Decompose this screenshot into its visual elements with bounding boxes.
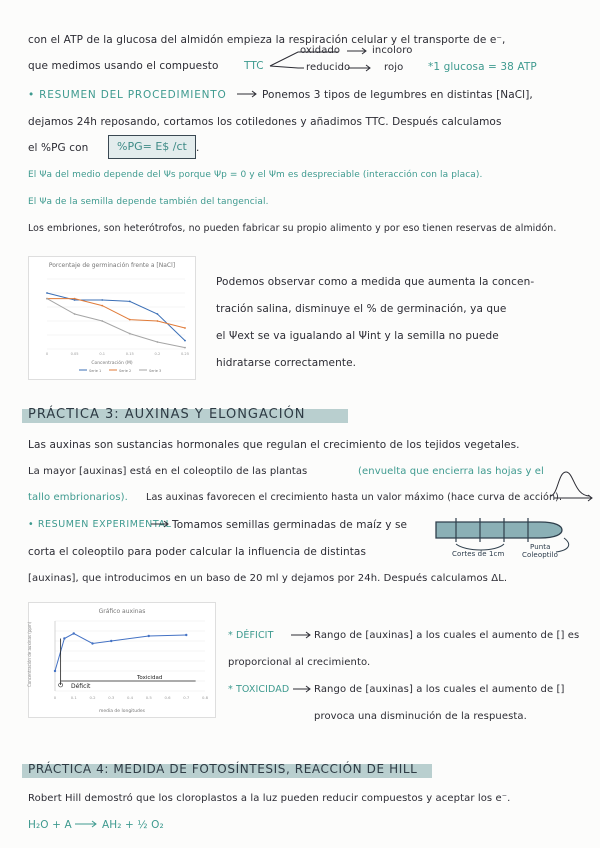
auxin-chart-title: Gráfico auxinas [98,608,146,615]
auxin-series-line [55,634,186,672]
x-tick-label: 0.4 [126,695,134,700]
p3-line-2a: La mayor [auxinas] está en el coleoptilo de las plantas [28,466,308,477]
p3-line-1: Las auxinas son sustancias hormonales que regulan el crecimiento de los tejidos vegetales. [28,439,520,451]
x-tick-label: 0.2 [154,352,161,356]
intro-line-2: que medimos usando el compuesto [28,60,219,72]
x-tick-label: 0.3 [108,695,115,700]
auxin-chart [28,602,216,718]
auxin-chart-xlabel: media de longitudes [98,709,146,714]
chart1-text-1: Podemos observar como a medida que aumenta la concen- [216,276,535,288]
x-tick-label: 0.6 [164,695,171,700]
label-cortes: Cortes de 1cm [452,550,505,558]
data-point [46,292,48,294]
curve-sketch [548,468,594,502]
x-tick-label: 0.1 [99,352,106,356]
experimental-line-1: Tomamos semillas germinadas de maíz y se [172,519,408,531]
data-point [129,319,131,321]
deficit-line-2: proporcional al crecimiento. [228,657,371,668]
x-tick-label: 0 [45,352,49,356]
p4-line-1: Robert Hill demostró que los cloroplastos a la luz pueden reducir compuestos y aceptar los e⁻. [28,793,511,804]
experimental-line-2: corta el coleoptilo para poder calcular la influencia de distintas [28,546,367,558]
toxicity-line-2: provoca una disminución de la respuesta. [314,711,527,722]
hill-eq-arrow [74,818,100,830]
oxidized-result: incoloro [372,45,413,56]
intro-line-1: con el ATP de la glucosa del almidón empieza la respiración celular y el transporte de e⁻, [28,34,506,46]
procedure-arrow [236,88,260,100]
germination-chart-xlabel: Concentración (M) [91,361,133,366]
chart1-text-4: hidratarse correctamente. [216,357,357,369]
x-tick-label: 0.15 [125,352,134,356]
data-point [91,642,93,644]
experimental-arrow [150,518,172,530]
data-point [184,347,186,349]
teal-note-1: El Ψa del medio depende del Ψs porque Ψp = 0 y el Ψm es despreciable (interacción con la placa). [28,170,483,180]
germination-chart-title: Porcentaje de germinación frente a [NaCl] [48,262,176,269]
ttc-label: TTC [244,60,264,72]
auxin-chart-ylabel: Concentración de auxinas (ppm) [27,621,32,687]
data-point [157,313,159,315]
deficit-line-1: Rango de [auxinas] a los cuales el aumento de [] es [314,630,580,641]
x-tick-label: 0.5 [145,695,152,700]
procedure-line-2: dejamos 24h reposando, cortamos los cotiledones y añadimos TTC. Después calculamos [28,116,502,128]
legend-label: Serie 2 [119,369,132,373]
label-coleoptilo: Coleoptilo [522,551,559,559]
x-tick-label: 0.05 [70,352,79,356]
data-point [184,327,186,329]
auxin-chart-ylabel-wrap [27,621,37,687]
data-point [74,313,76,315]
legend-label: Serie 1 [89,369,102,373]
hill-eq-left: H₂O + A [28,819,72,831]
data-point [148,635,150,637]
data-point [73,632,75,634]
data-point [54,670,56,672]
reduced-result: rojo [384,62,404,73]
p4-title: PRÁCTICA 4: MEDIDA DE FOTOSÍNTESIS, REACCIÓN DE HILL [28,762,418,776]
x-tick-label: 0.25 [180,352,190,356]
toxicity-line-1: Rango de [auxinas] a los cuales el aumento de [] [314,684,565,695]
data-point [129,301,131,303]
procedure-line-1: Ponemos 3 tipos de legumbres en distintas [NaCl], [262,89,533,101]
p3-line-2b: (envuelta que encierra las hojas y el [358,466,544,477]
oxidized-arrow [346,46,370,56]
data-point [63,637,65,639]
data-point [185,634,187,636]
experimental-heading: • RESUMEN EXPERIMENTAL [28,519,172,530]
experimental-line-3: [auxinas], que introducimos en un baso de 20 ml y dejamos por 24h. Después calculamos ΔL. [28,573,508,584]
deficit-heading: * DÉFICIT [228,630,274,641]
germination-chart [28,256,196,380]
data-point [184,340,186,342]
data-point [157,320,159,322]
x-tick-label: 0 [53,695,57,700]
x-tick-label: 0.7 [183,695,190,700]
atp-note: *1 glucosa = 38 ATP [428,61,537,73]
data-point [101,305,103,307]
data-point [129,333,131,335]
chart1-text-2: tración salina, disminuye el % de germinación, ya que [216,303,507,315]
toxicity-heading: * TOXICIDAD [228,684,290,695]
data-point [101,320,103,322]
data-point [110,640,112,642]
label-punta: Punta [530,543,551,551]
series-line-2 [47,299,185,328]
formula-period: . [196,142,200,154]
x-tick-label: 0.2 [89,695,96,700]
toxicity-arrow [292,683,314,695]
embryo-line: Los embriones, son heterótrofos, no pueden fabricar su propio alimento y por eso tienen reservas de almidón. [28,223,557,234]
chart1-text-3: el Ψext se va igualando al Ψint y la semilla no puede [216,330,499,342]
data-point [101,299,103,301]
data-point [46,298,48,300]
series-line-1 [47,293,185,341]
p3-line-3b: Las auxinas favorecen el crecimiento hasta un valor máximo (hace curva de acción). [146,492,563,503]
data-point [157,341,159,343]
reduced-label: reducido [306,62,351,73]
p3-title: PRÁCTICA 3: AUXINAS Y ELONGACIÓN [28,407,306,422]
teal-note-2: El Ψa de la semilla depende también del tangencial. [28,197,269,207]
procedure-line-3: el %PG con [28,142,89,154]
procedure-heading: • RESUMEN DEL PROCEDIMIENTO [28,89,227,101]
oxidized-label: oxidado [300,45,341,56]
deficit-label: Déficit [71,683,91,690]
data-point [74,298,76,300]
p3-line-3a: tallo embrionarios). [28,492,128,503]
deficit-arrow [290,629,314,641]
x-tick-label: 0.1 [70,695,77,700]
x-tick-label: 0.8 [201,695,209,700]
legend-label: Serie 3 [149,369,162,373]
hill-eq-right: AH₂ + ½ O₂ [102,819,164,831]
auxin-chart-plot [29,603,215,717]
toxicity-label: Toxicidad [137,675,163,681]
pg-formula-box: %PG= E$ /ct [108,135,196,159]
